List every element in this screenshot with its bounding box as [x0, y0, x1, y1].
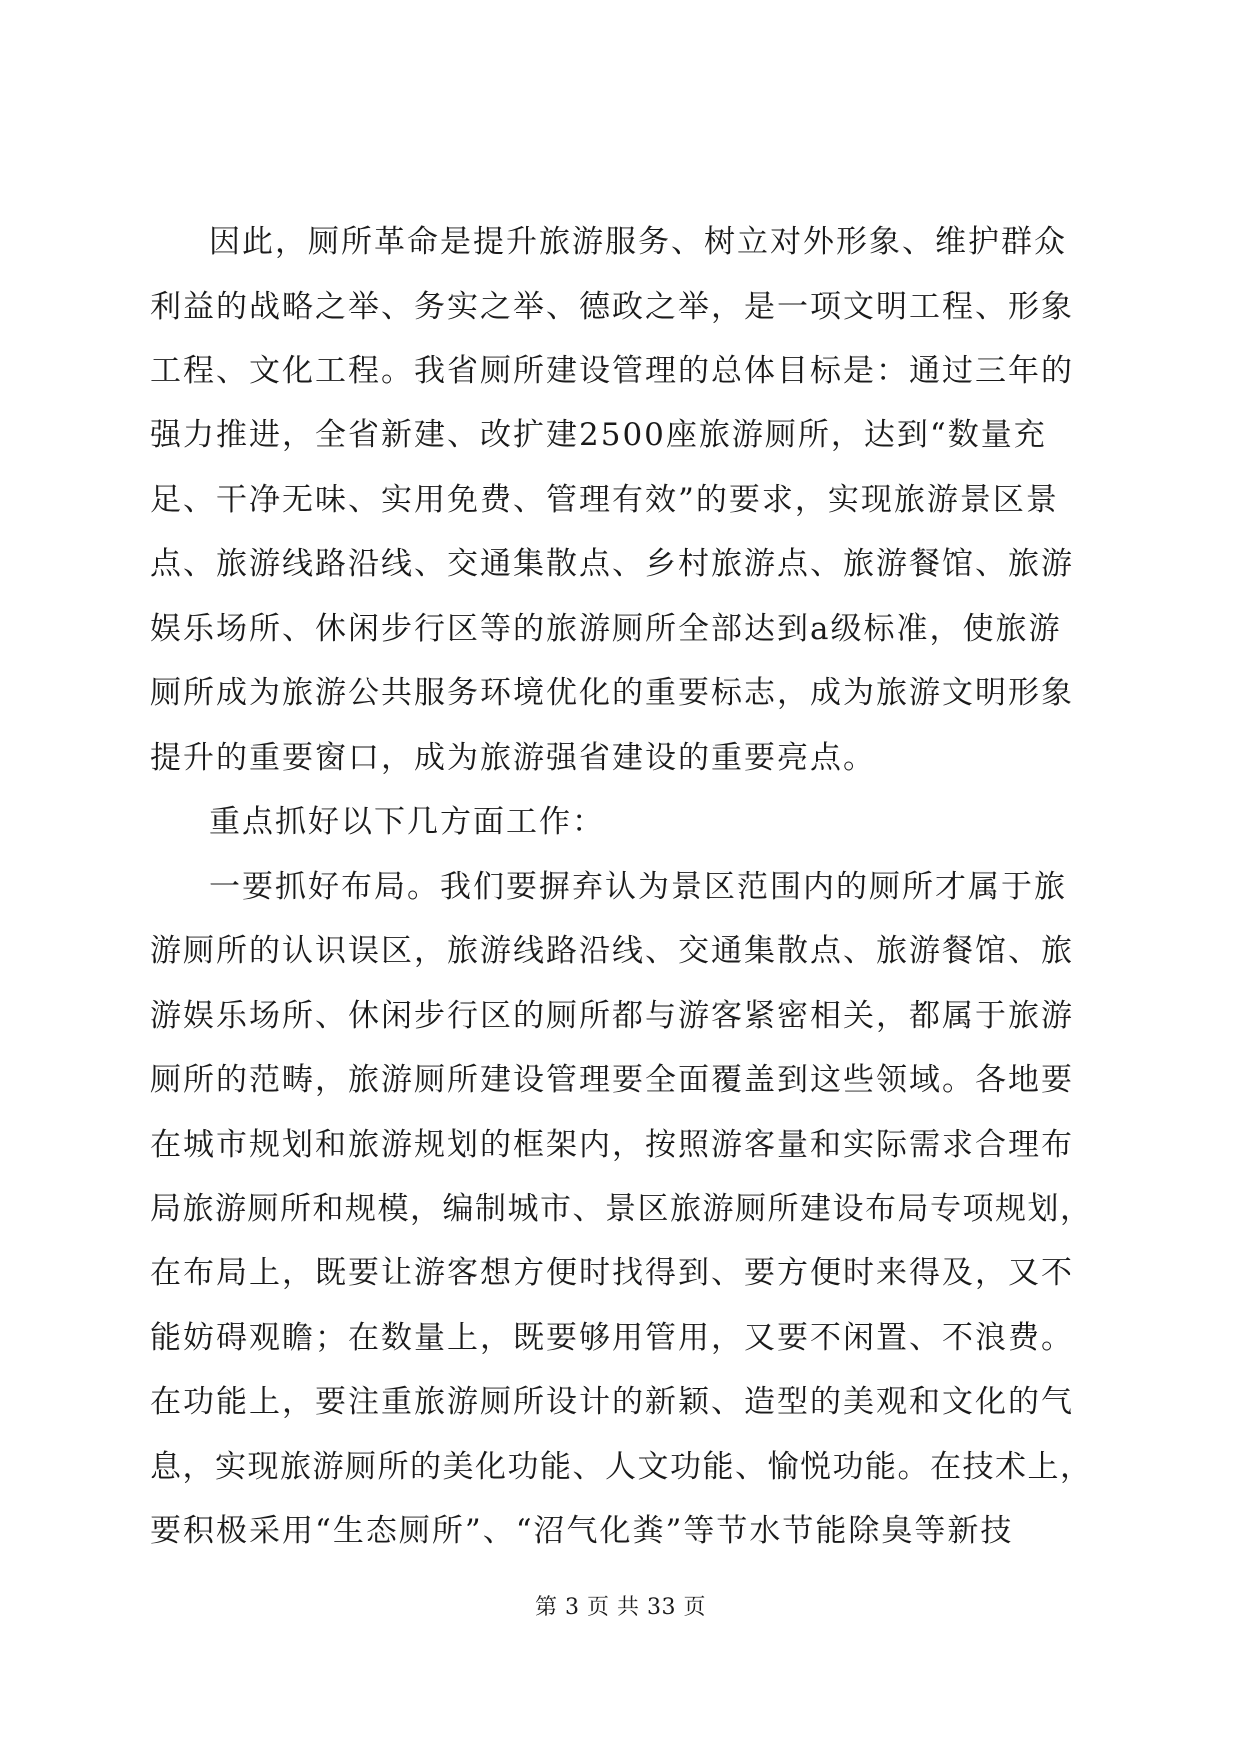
body-line: 因此，厕所革命是提升旅游服务、树立对外形象、维护群众	[209, 224, 1067, 260]
body-line: 利益的战略之举、务实之举、德政之举，是一项文明工程、形象	[150, 289, 1074, 325]
body-line: 点、旅游线路沿线、交通集散点、乡村旅游点、旅游餐馆、旅游	[150, 546, 1074, 582]
body-line: 要积极采用“生态厕所”、“沼气化粪”等节水节能除臭等新技	[150, 1513, 1014, 1549]
body-line: 厕所成为旅游公共服务环境优化的重要标志，成为旅游文明形象	[150, 675, 1074, 711]
body-line: 提升的重要窗口，成为旅游强省建设的重要亮点。	[150, 740, 876, 776]
body-line: 厕所的范畴，旅游厕所建设管理要全面覆盖到这些领域。各地要	[150, 1062, 1074, 1098]
body-line: 强力推进，全省新建、改扩建2500座旅游厕所，达到“数量充	[150, 417, 1047, 453]
body-line: 一要抓好布局。我们要摒弃认为景区范围内的厕所才属于旅	[209, 869, 1067, 905]
body-line: 足、干净无味、实用免费、管理有效”的要求，实现旅游景区景	[150, 482, 1059, 518]
body-line: 能妨碍观瞻；在数量上，既要够用管用，又要不闲置、不浪费。	[150, 1320, 1074, 1356]
body-line: 工程、文化工程。我省厕所建设管理的总体目标是：通过三年的	[150, 353, 1074, 389]
body-line: 游娱乐场所、休闲步行区的厕所都与游客紧密相关，都属于旅游	[150, 998, 1074, 1034]
body-line: 局旅游厕所和规模，编制城市、景区旅游厕所建设布局专项规划，	[150, 1191, 1093, 1227]
body-line: 在城市规划和旅游规划的框架内，按照游客量和实际需求合理布	[150, 1127, 1074, 1163]
body-line: 游厕所的认识误区，旅游线路沿线、交通集散点、旅游餐馆、旅	[150, 933, 1074, 969]
body-line: 息，实现旅游厕所的美化功能、人文功能、愉悦功能。在技术上，	[150, 1449, 1093, 1485]
body-line: 在功能上，要注重旅游厕所设计的新颖、造型的美观和文化的气	[150, 1384, 1074, 1420]
body-line: 娱乐场所、休闲步行区等的旅游厕所全部达到a级标准，使旅游	[150, 611, 1062, 647]
body-line: 重点抓好以下几方面工作：	[209, 804, 605, 840]
page-number-footer: 第 3 页 共 33 页	[535, 1595, 706, 1620]
body-line: 在布局上，既要让游客想方便时找得到、要方便时来得及，又不	[150, 1255, 1074, 1291]
